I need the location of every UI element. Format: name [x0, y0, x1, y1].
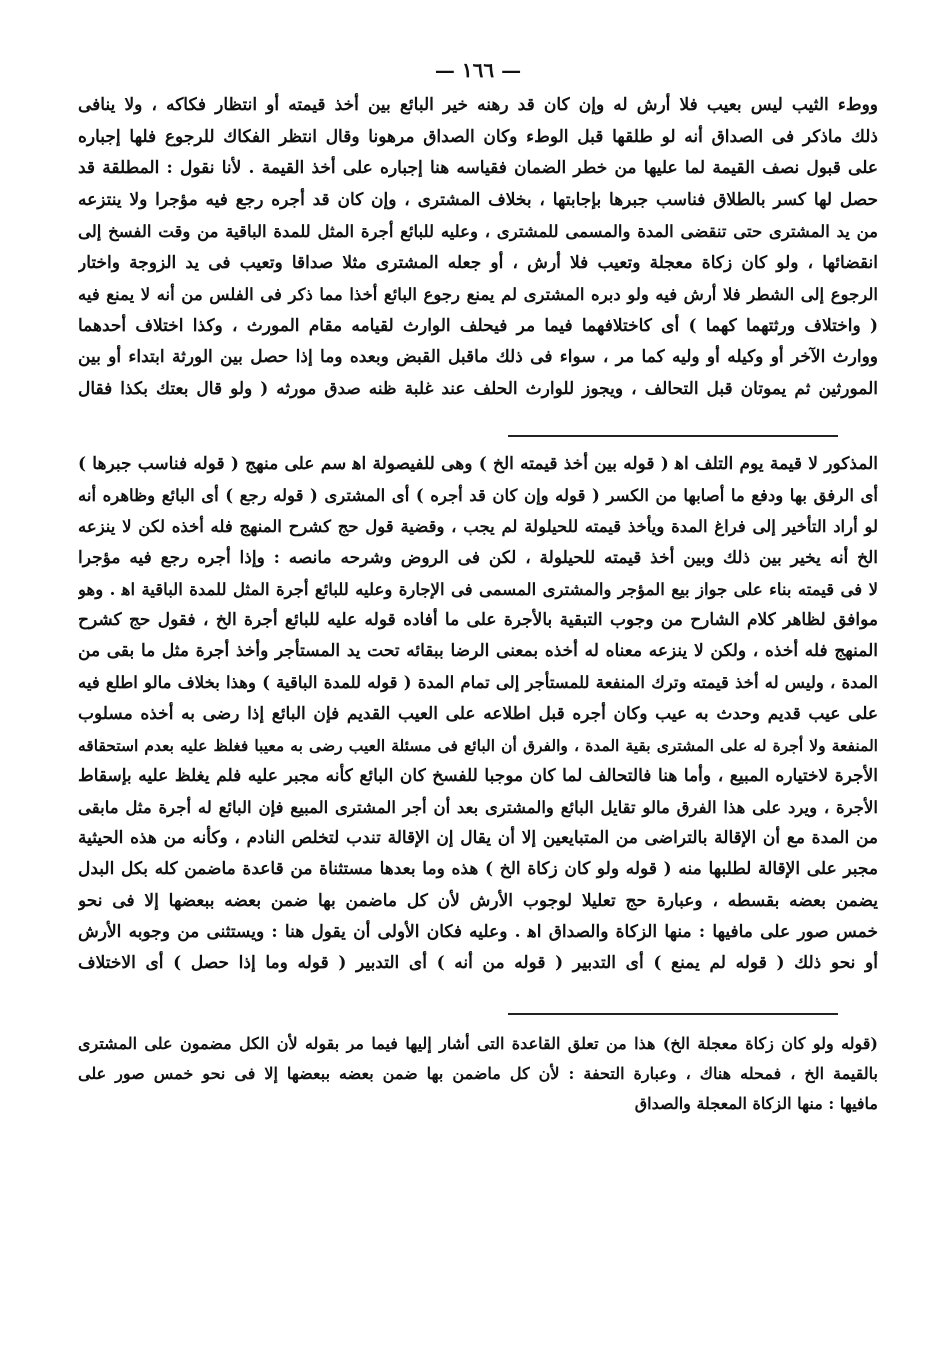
commentary-line: أى الرفق بها ودفع ما أصابها من الكسر ( قوله وإن كان قد أجره ) أى المشترى ( قوله رجع ) أى البائع وظاهره أنه: [78, 486, 878, 506]
section-divider: [508, 1013, 838, 1015]
commentary-line: المدة ، وليس له أخذ قيمته وترك المنفعة للمستأجر إلى تمام المدة ( قوله للمدة الباقية ) وهذا بخلاف مالو اطلع فيه: [78, 673, 878, 693]
commentary-line: المنهج فله أخذه ، ولكن لا ينزعه معناه له أخذه بمعنى الرضا ببقائه تحت يد المستأجر وأخذ أجرة مثل ما بقى من: [78, 641, 878, 662]
commentary-line: من المدة مع أن الإقالة بالتراضى من المتبايعين إلا أن يقال إن الإقالة تندب لتخلص النادم ، وكأنه من هذه الحيثية: [78, 828, 878, 849]
commentary-line: المنفعة ولا أجرة له على المشترى بقية المدة ، والفرق أن البائع فى مسئلة العيب رضى به معيبا فغلظ عليه بعدم استحقاقه: [78, 735, 878, 755]
commentary-line: خمس صور على مافيها : منها الزكاة والصداق اه‍ . وعليه فكان الأولى أن يقول هنا : ويستثنى من وجوبه الأرش: [78, 921, 878, 942]
section-divider: [508, 435, 838, 437]
footnote-line: (قوله ولو كان زكاة معجلة الخ) هذا من تعلق القاعدة التى أشار إليها فيما مر بقوله لأن الكل مضمون على المشترى: [78, 1034, 878, 1054]
commentary-line: لا فى قيمته بناء على جواز بيع المؤجر والمشترى المسمى فى الإجارة وعليه للبائع أجرة المثل للمدة الباقية اه‍ . وهو: [78, 579, 878, 599]
main-text-line: انقضائها ، ولو كان زكاة معجلة وتعيب فلا أرش ، أو جعله المشترى مثلا صداقا وتعيب فى يد الزوجة واختار: [78, 252, 878, 273]
main-text-line: ذلك ماذكر فى الصداق أنه لو طلقها قبل الوطء وكان الصداق مرهونا وقال انتظر الفكاك للرجوع فلها إجباره: [78, 126, 878, 147]
main-text-line: ووطء الثيب ليس بعيب فلا أرش له وإن كان قد رهنه خير البائع بين أخذ قيمته أو انتظار فكاكه ، ولا ينافى: [78, 95, 878, 115]
commentary-text: [78, 449, 878, 979]
page-number: — ١٦٦ —: [434, 58, 522, 82]
commentary-line: المذكور لا قيمة يوم التلف اه‍ ( قوله بين أخذ قيمته الخ ) وهى للفيصولة اه‍ سم على منهج ( قوله فناسب جبرها ): [78, 454, 878, 474]
commentary-line: لو أراد التأخير إلى فراغ المدة ويأخذ قيمته للحيلولة لم يجب ، وقضية قول حج كشرح المنهج فله أخذه لكن لا ينزعه: [78, 517, 878, 537]
main-text: [78, 90, 878, 405]
main-text-line: من يد المشترى حتى تنقضى المدة والمسمى للمشترى ، وعليه للبائع أجرة المثل للمدة الباقية من وقت الفسخ إلى: [78, 222, 878, 241]
commentary-line: الأجرة ، ويرد على هذا الفرق مالو تقايل البائع والمشترى بعد أن أجر المشترى المبيع فإن البائع له أجرة مثل مابقى: [78, 798, 878, 818]
footnote-line: بالقيمة الخ ، فمحله هناك ، وعبارة التحفة : لأن كل ماضمن بها ضمن بعضه ببعضها إلا فى نحو خمس صور على: [78, 1064, 878, 1084]
main-text-line: حصل لها كسر بالطلاق فناسب جبرها بإجابتها ، بخلاف المشترى ، وإن كان قد أجره رجع فيه مؤجرا ولا ينتزعه: [78, 189, 878, 210]
commentary-line: الأجرة لاختياره المبيع ، وأما هنا فالتحالف لما كان موجبا للفسخ كان البائع كأنه مجبر عليه فلم يغلظ عليه بإسقاط: [78, 765, 878, 786]
main-text-line: ( واختلاف ورثتهما كهما ) أى كاختلافهما فيما مر فيحلف الوارث لقيامه مقام المورث ، وكذا اختلاف أحدهما: [78, 315, 878, 336]
footnote-text: [78, 1029, 878, 1119]
main-text-line: الرجوع إلى الشطر فلا أرش فيه ولو دبره المشترى لم يمنع رجوع البائع أخذا مما ذكر فى الفلس من أنه لا يمنع فيه: [78, 285, 878, 304]
main-text-line: على قبول نصف القيمة لما عليها من خطر الضمان فقياسه هنا إجباره على أخذ القيمة . لأنا نقول : المطلقة قد: [78, 158, 878, 178]
footnote-line: مافيها : منها الزكاة المعجلة والصداق: [634, 1094, 878, 1114]
commentary-line: على عيب قديم وحدث به عيب وكان أجره قبل اطلاعه على العيب القديم فإن البائع إذا رضى به أخذه مسلوب: [78, 703, 878, 724]
commentary-line: يضمن بعضه بقسطه ، وعبارة حج تعليلا لوجوب الأرش لأن كل ماضمن بها ضمن بعضه ببعضها إلا فى نحو: [78, 890, 878, 911]
commentary-line: أو نحو ذلك ( قوله لم يمنع ) أى التدبير ( قوله من أنه ) أى التدبير ( قوله وما إذا حصل ) أى الاختلاف: [78, 953, 878, 973]
commentary-line: موافق لظاهر كلام الشارح من وجوب التبقية بالأجرة على ما أفاده قوله عليه للبائع أجرة الخ ، فقول حج كشرح: [78, 609, 878, 630]
commentary-line: الخ أنه يخير بين ذلك وبين أخذ قيمته للحيلولة ، لكن فى الروض وشرحه مانصه : وإذا أجره رجع فيه مؤجرا: [78, 547, 878, 568]
commentary-line: مجبر على الإقالة لطلبها منه ( قوله ولو كان زكاة الخ ) هذه وما بعدها مستثناة من قاعدة ماضمن كله بكل البدل: [78, 859, 878, 880]
main-text-line: المورثين ثم يموتان قبل التحالف ، ويجوز للوارث الحلف عند غلبة ظنه صدق مورثه ( ولو قال بعتك بكذا فقال: [78, 378, 878, 399]
main-text-line: ووارث الآخر أو وكيله أو وليه كما مر ، سواء فى ذلك ماقبل القبض وبعده وما إذا حصل بين الورثة ابتداء أو بين: [78, 347, 878, 367]
